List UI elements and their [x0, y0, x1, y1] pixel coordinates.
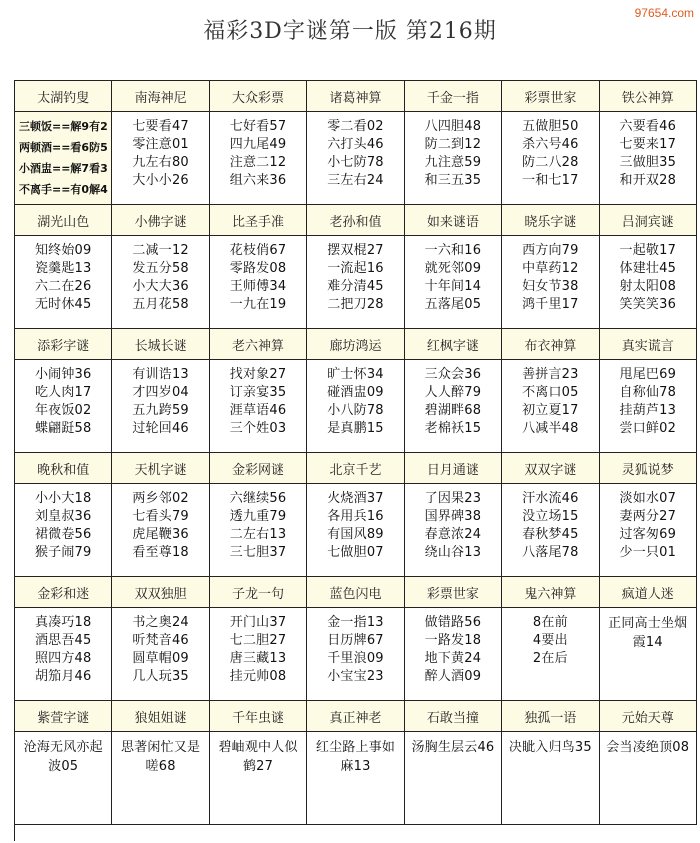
prediction-line: 王师傅34	[229, 279, 287, 294]
prediction-line: 七好看57	[229, 119, 287, 134]
prediction-line: 小小大18	[34, 491, 92, 506]
prediction-cell	[112, 608, 209, 701]
prediction-cell	[405, 732, 502, 825]
column-header: 日月通谜	[405, 453, 502, 484]
prediction-line: 就死邻09	[424, 261, 482, 276]
column-header: 狼姐姐谜	[112, 701, 209, 732]
prediction-line: 花枝俏67	[229, 243, 287, 258]
prediction-line: 零路发08	[229, 261, 287, 276]
column-header: 天机字谜	[112, 453, 209, 484]
prediction-line: 五月花58	[132, 297, 189, 312]
prediction-line: 三众会36	[424, 367, 482, 382]
prediction-line: 思著闲忙又是嗟68	[121, 740, 201, 774]
prediction-line: 金一指13	[327, 615, 384, 630]
prediction-line: 尝口鲜02	[619, 421, 677, 436]
column-header: 湖光山色	[15, 205, 112, 236]
prediction-line: 唐三藏13	[229, 651, 287, 666]
prediction-line: 有国风89	[327, 527, 384, 542]
prediction-line: 小宝宝23	[327, 669, 384, 684]
prediction-line: 4要出	[532, 633, 568, 648]
column-header: 独孤一语	[502, 701, 599, 732]
prediction-line: 六二在26	[34, 279, 92, 294]
prediction-cell	[502, 608, 599, 701]
prediction-line: 汗水流46	[522, 491, 579, 506]
prediction-cell	[210, 360, 307, 453]
prediction-cell	[112, 360, 209, 453]
column-header: 金彩网谜	[210, 453, 307, 484]
prediction-line: 没立场15	[522, 509, 579, 524]
prediction-line: 三七胆37	[229, 545, 287, 560]
column-header: 蓝色闪电	[307, 577, 404, 608]
column-header: 添彩字谜	[15, 329, 112, 360]
prediction-line: 过轮回46	[132, 421, 189, 436]
column-header: 吕洞宾谜	[600, 205, 697, 236]
prediction-line: 过客匆69	[619, 527, 677, 542]
page-title: 福彩3D字谜第一版 第216期	[203, 19, 497, 44]
prediction-line: 小七防78	[327, 155, 384, 170]
prediction-line: 挂葫芦13	[619, 403, 677, 418]
prediction-line: 射太阳08	[619, 279, 677, 294]
prediction-cell	[210, 112, 307, 205]
prediction-line: 胡笳月46	[34, 669, 92, 684]
prediction-line: 零二看02	[327, 119, 384, 134]
prediction-line: 找对象27	[229, 367, 287, 382]
prediction-line: 猴子闹79	[34, 545, 92, 560]
prediction-line: 涯草语46	[229, 403, 287, 418]
column-header: 比圣手准	[210, 205, 307, 236]
prediction-cell	[307, 360, 404, 453]
prediction-cell	[210, 732, 307, 825]
prediction-cell	[210, 236, 307, 329]
prediction-cell	[405, 360, 502, 453]
prediction-cell	[307, 608, 404, 701]
prediction-line: 了因果23	[424, 491, 482, 506]
column-header: 紫萱字谜	[15, 701, 112, 732]
prediction-line: 做错路56	[424, 615, 482, 630]
column-header: 晚秋和值	[15, 453, 112, 484]
prediction-cell	[210, 484, 307, 577]
prediction-line: 三个姓03	[229, 421, 287, 436]
column-header: 晓乐字谜	[502, 205, 599, 236]
prediction-line: 三左右24	[327, 173, 384, 188]
prediction-line: 西方向79	[522, 243, 579, 258]
column-header: 诸葛神算	[307, 81, 404, 112]
prediction-cell	[307, 732, 404, 825]
column-header: 双双字谜	[502, 453, 599, 484]
prediction-line: 知终始09	[34, 243, 92, 258]
prediction-cell	[307, 484, 404, 577]
prediction-cell	[600, 360, 697, 453]
column-header: 廊坊鸿运	[307, 329, 404, 360]
prediction-line: 二减一12	[132, 243, 189, 258]
prediction-cell	[112, 732, 209, 825]
prediction-line: 杀六号46	[522, 137, 579, 152]
prediction-cell	[600, 112, 697, 205]
column-header: 太湖钓叟	[15, 81, 112, 112]
prediction-cell	[405, 236, 502, 329]
prediction-line: 九左右80	[132, 155, 189, 170]
prediction-line: 听梵音46	[132, 633, 189, 648]
prediction-cell	[502, 112, 599, 205]
prediction-cell	[600, 732, 697, 825]
prediction-line: 小闹钟36	[34, 367, 92, 382]
prediction-cell	[405, 608, 502, 701]
column-header: 布衣神算	[502, 329, 599, 360]
prediction-line: 两顿酒==看6防5	[19, 141, 108, 154]
prediction-line: 六继续56	[229, 491, 287, 506]
prediction-line: 圆草帽09	[132, 651, 189, 666]
column-header: 石敢当撞	[405, 701, 502, 732]
prediction-cell	[502, 484, 599, 577]
prediction-line: 摆双棍27	[327, 243, 384, 258]
prediction-cell	[307, 112, 404, 205]
prediction-line: 七二胆27	[229, 633, 287, 648]
column-header: 元始天尊	[600, 701, 697, 732]
prediction-line: 七要看47	[132, 119, 189, 134]
column-header: 南海神尼	[112, 81, 209, 112]
prediction-line: 善拼言23	[522, 367, 579, 382]
prediction-line: 中草药12	[522, 261, 579, 276]
column-header: 红枫字谜	[405, 329, 502, 360]
prediction-line: 照四方48	[34, 651, 92, 666]
prediction-line: 自称仙78	[619, 385, 677, 400]
prediction-line: 二左右13	[229, 527, 287, 542]
prediction-line: 甩尾巴69	[619, 367, 677, 382]
prediction-line: 大小小26	[132, 173, 189, 188]
prediction-line: 初立夏17	[522, 403, 579, 418]
prediction-line: 小酒盅==解7看3	[19, 162, 108, 175]
prediction-line: 日历牌67	[327, 633, 384, 648]
prediction-line: 十年间14	[424, 279, 482, 294]
prediction-line: 书之奥24	[132, 615, 189, 630]
prediction-line: 决眦入归鸟35	[508, 740, 592, 755]
prediction-line: 一流起16	[327, 261, 384, 276]
prediction-line: 刘皇叔36	[34, 509, 92, 524]
prediction-line: 春意浓24	[424, 527, 482, 542]
prediction-cell	[112, 112, 209, 205]
prediction-line: 年夜饭02	[34, 403, 92, 418]
prediction-line: 注意二12	[229, 155, 287, 170]
prediction-line: 和三五35	[424, 173, 482, 188]
prediction-cell	[15, 608, 112, 701]
prediction-line: 七要来17	[619, 137, 677, 152]
prediction-line: 各用兵16	[327, 509, 384, 524]
prediction-line: 正同高士坐烟霞14	[608, 616, 688, 650]
prediction-line: 防二八28	[522, 155, 579, 170]
prediction-line: 一九在19	[229, 297, 287, 312]
prediction-cell	[502, 236, 599, 329]
prediction-line: 五九跨59	[132, 403, 189, 418]
prediction-line: 不离手==有0解4	[19, 183, 108, 196]
prediction-line: 二把刀28	[327, 297, 384, 312]
column-header: 千年虫谜	[210, 701, 307, 732]
prediction-cell	[15, 360, 112, 453]
prediction-line: 三做胆35	[619, 155, 677, 170]
prediction-line: 妻两分27	[619, 509, 677, 524]
prediction-cell	[405, 112, 502, 205]
prediction-line: 有训诰13	[132, 367, 189, 382]
prediction-line: 汤胸生层云46	[411, 740, 495, 755]
prediction-line: 透九重79	[229, 509, 287, 524]
column-header: 老六神算	[210, 329, 307, 360]
prediction-cell	[112, 236, 209, 329]
prediction-line: 是真鹏15	[327, 421, 384, 436]
prediction-line: 组六来36	[229, 173, 287, 188]
prediction-line: 火烧酒37	[327, 491, 384, 506]
prediction-line: 七看头79	[132, 509, 189, 524]
prediction-cell	[307, 236, 404, 329]
prediction-cell	[600, 484, 697, 577]
prediction-line: 一路发18	[424, 633, 482, 648]
column-header: 彩票世家	[502, 81, 599, 112]
prediction-line: 开门山37	[229, 615, 287, 630]
prediction-line: 醉人酒09	[424, 669, 482, 684]
column-header: 真正神老	[307, 701, 404, 732]
column-header: 如来谜语	[405, 205, 502, 236]
prediction-line: 碧岫观中人似鹤27	[218, 740, 298, 774]
prediction-line: 才四岁04	[132, 385, 189, 400]
prediction-line: 不离口05	[522, 385, 579, 400]
column-header: 双双独胆	[112, 577, 209, 608]
prediction-line: 四九尾49	[229, 137, 287, 152]
column-header: 灵狐说梦	[600, 453, 697, 484]
prediction-line: 酒思吾45	[34, 633, 92, 648]
prediction-line: 六要看46	[619, 119, 677, 134]
prediction-line: 2在后	[532, 651, 568, 666]
prediction-line: 无时休45	[34, 297, 92, 312]
prediction-line: 会当凌绝顶08	[606, 740, 690, 755]
prediction-line: 一六和16	[424, 243, 482, 258]
prediction-line: 小大大36	[132, 279, 189, 294]
prediction-line: 8在前	[532, 615, 568, 630]
prediction-line: 笑笑笑36	[619, 297, 677, 312]
prediction-cell	[502, 360, 599, 453]
prediction-line: 少一只01	[619, 545, 677, 560]
prediction-line: 妇女节38	[522, 279, 579, 294]
prediction-cell	[405, 484, 502, 577]
column-header: 北京千艺	[307, 453, 404, 484]
prediction-line: 五做胆50	[522, 119, 579, 134]
column-header: 老孙和值	[307, 205, 404, 236]
column-header: 子龙一句	[210, 577, 307, 608]
prediction-line: 一起敬17	[619, 243, 677, 258]
prediction-line: 七做胆07	[327, 545, 384, 560]
prediction-line: 春秋梦45	[522, 527, 579, 542]
prediction-line: 三顿饭==解9有2	[19, 120, 108, 133]
prediction-line: 和开双28	[619, 173, 677, 188]
prediction-line: 老棉袄15	[424, 421, 482, 436]
prediction-line: 沧海无风亦起波05	[23, 740, 103, 774]
prediction-line: 碰酒盅09	[327, 385, 384, 400]
prediction-line: 两乡邻02	[132, 491, 189, 506]
prediction-line: 五落尾05	[424, 297, 482, 312]
column-header: 疯道人迷	[600, 577, 697, 608]
prediction-line: 红尘路上事如麻13	[315, 740, 396, 774]
prediction-line: 订亲宴35	[229, 385, 287, 400]
prediction-line: 八减半48	[522, 421, 579, 436]
prediction-line: 淡如水07	[619, 491, 677, 506]
prediction-line: 九注意59	[424, 155, 482, 170]
prediction-line: 真凑巧18	[34, 615, 92, 630]
prediction-line: 蝶翩跹58	[34, 421, 92, 436]
prediction-line: 六打头46	[327, 137, 384, 152]
prediction-line: 碧湖畔68	[424, 403, 482, 418]
prediction-line: 千里浪09	[327, 651, 384, 666]
prediction-line: 绕山谷13	[424, 545, 482, 560]
prediction-line: 体建壮45	[619, 261, 677, 276]
column-header: 大众彩票	[210, 81, 307, 112]
prediction-cell	[502, 732, 599, 825]
prediction-line: 旷士怀34	[327, 367, 384, 382]
prediction-line: 虎尾鞭36	[132, 527, 189, 542]
prediction-cell	[15, 484, 112, 577]
prediction-line: 小八防78	[327, 403, 384, 418]
prediction-line: 看至尊18	[132, 545, 189, 560]
prediction-cell	[15, 112, 112, 205]
prediction-line: 挂元帅08	[229, 669, 287, 684]
prediction-line: 人人醉79	[424, 385, 482, 400]
site-watermark: 97654.com	[634, 6, 694, 20]
prediction-line: 发五分58	[132, 261, 189, 276]
prediction-line: 难分清45	[327, 279, 384, 294]
column-header: 千金一指	[405, 81, 502, 112]
prediction-line: 八落尾78	[522, 545, 579, 560]
prediction-cell	[210, 608, 307, 701]
column-header: 彩票世家	[405, 577, 502, 608]
prediction-line: 吃人肉17	[34, 385, 92, 400]
prediction-cell	[600, 236, 697, 329]
column-header: 金彩和迷	[15, 577, 112, 608]
column-header: 铁公神算	[600, 81, 697, 112]
column-header: 鬼六神算	[502, 577, 599, 608]
prediction-line: 瓷羹匙13	[34, 261, 92, 276]
prediction-line: 零注意01	[132, 137, 189, 152]
column-header: 真实谎言	[600, 329, 697, 360]
prediction-cell	[112, 484, 209, 577]
prediction-line: 几人玩35	[132, 669, 189, 684]
riddle-table	[14, 80, 697, 841]
column-header: 小佛字谜	[112, 205, 209, 236]
prediction-cell	[15, 236, 112, 329]
prediction-line: 国界碑38	[424, 509, 482, 524]
prediction-line: 地下黄24	[424, 651, 482, 666]
prediction-cell	[600, 608, 697, 701]
prediction-line: 八四胆48	[424, 119, 482, 134]
column-header: 长城长谜	[112, 329, 209, 360]
prediction-line: 鸿千里17	[522, 297, 579, 312]
prediction-line: 一和七17	[522, 173, 579, 188]
prediction-line: 裙微卷56	[34, 527, 92, 542]
prediction-line: 防二到12	[424, 137, 482, 152]
prediction-cell	[15, 732, 112, 825]
